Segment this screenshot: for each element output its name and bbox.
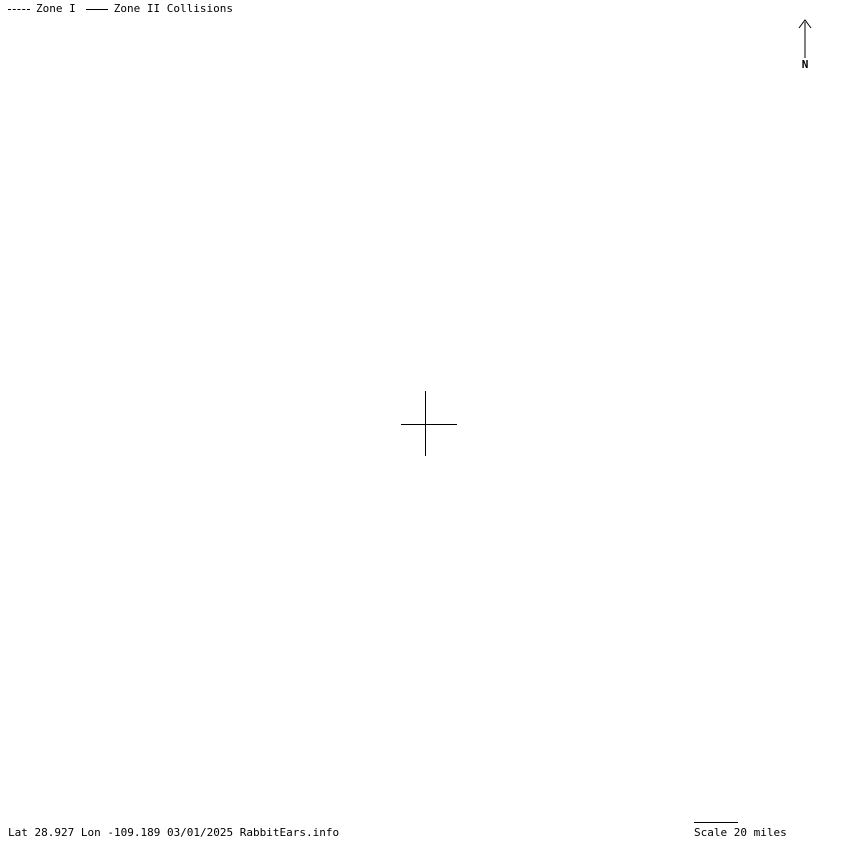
legend-label-zone-ii-collisions: Zone II Collisions bbox=[113, 2, 233, 15]
north-arrow-icon bbox=[795, 14, 815, 58]
map-legend bbox=[8, 3, 233, 15]
legend-item-zone-i bbox=[8, 3, 76, 15]
crosshair-horizontal bbox=[401, 424, 457, 425]
scale-bar-label: Scale 20 miles bbox=[694, 826, 787, 839]
compass bbox=[790, 14, 820, 74]
compass-label: N bbox=[801, 58, 809, 71]
legend-label-zone-i: Zone I bbox=[36, 2, 76, 15]
map-footer-info: Lat 28.927 Lon -109.189 03/01/2025 RabbitEars.info bbox=[8, 826, 340, 839]
solid-line-icon bbox=[86, 9, 108, 10]
scale-bar-line bbox=[694, 822, 738, 823]
crosshair-vertical bbox=[425, 391, 426, 456]
scale-bar bbox=[694, 822, 834, 839]
legend-item-zone-ii-collisions bbox=[86, 3, 233, 15]
dashed-line-icon bbox=[8, 9, 30, 10]
